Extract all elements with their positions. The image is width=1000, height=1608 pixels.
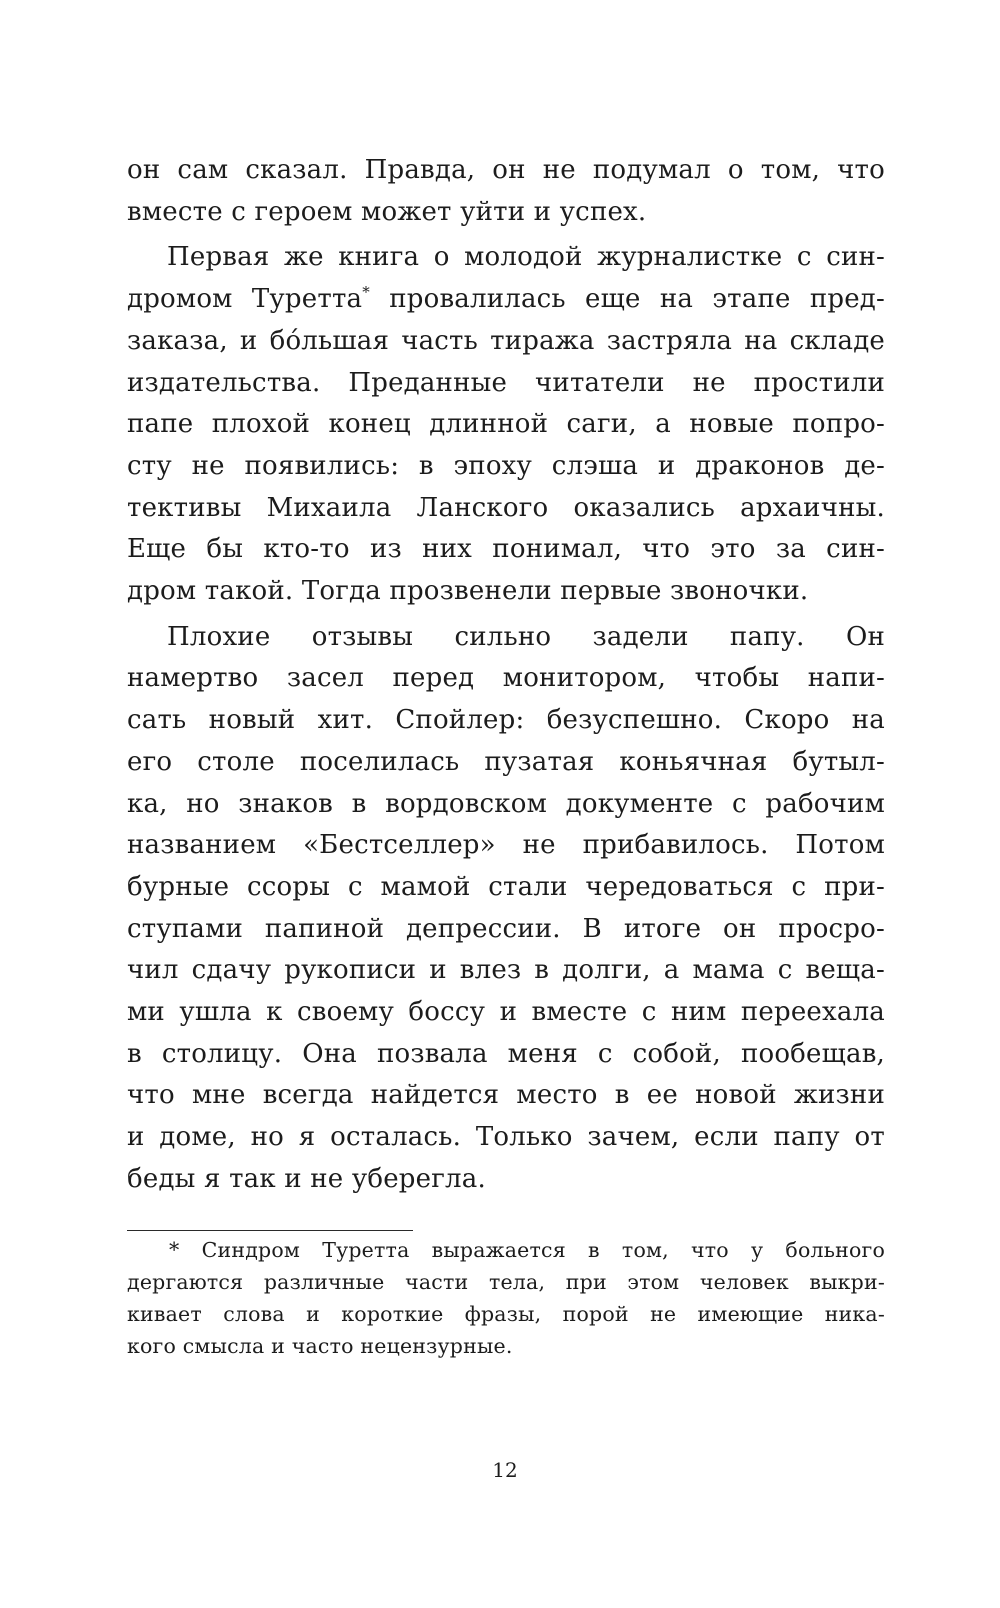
text-line: Плохие отзывы сильно задели папу. Он	[167, 621, 885, 652]
text-line: бурные ссоры с мамой стали чередоваться с при-	[127, 871, 885, 902]
footnote	[127, 1234, 885, 1362]
footnote-marker: *	[362, 283, 370, 302]
paragraph-3	[127, 617, 885, 1201]
text-line: в столицу. Она позвала меня с собой, пообещав,	[127, 1038, 885, 1069]
footnote-line: кого смысла и часто нецензурные.	[127, 1334, 513, 1358]
text-line: тективы Михаила Ланского оказались архаичны.	[127, 492, 885, 523]
text-line: сту не появились: в эпоху слэша и драконов де-	[127, 450, 885, 481]
text-line: он сам сказал. Правда, он не подумал о том, что	[127, 155, 885, 185]
text-line: ми ушла к своему боссу и вместе с ним переехала	[127, 997, 885, 1028]
text-line: чил сдачу рукописи и влез в долги, а мама с веща-	[127, 955, 885, 986]
main-text	[127, 150, 885, 1201]
footnote-line: кивает слова и короткие фразы, порой не имеющие ника-	[127, 1302, 885, 1326]
text-line: ступами папиной депрессии. В итоге он просро-	[127, 913, 885, 944]
text-line: и доме, но я осталась. Только зачем, если папу от	[127, 1122, 885, 1153]
text-line: ка, но знаков в вордовском документе с рабочим	[127, 788, 885, 819]
text-line: Первая же книга о молодой журналистке с син-	[167, 242, 885, 273]
text-line: заказа, и бо́льшая часть тиража застряла на складе	[127, 325, 885, 356]
footnote-line: дергаются различные части тела, при этом человек выкри-	[127, 1270, 885, 1294]
text-line: папе плохой конец длинной саги, а новые попро-	[127, 409, 885, 440]
text-line: вместе с героем может уйти и успех.	[127, 196, 647, 227]
footnote-line: * Синдром Туретта выражается в том, что у больного	[169, 1238, 885, 1262]
text-line: его столе поселилась пузатая коньячная бутыл-	[127, 746, 885, 777]
page-number: 12	[492, 1458, 518, 1482]
text-line: названием «Бестселлер» не прибавилось. Потом	[127, 830, 885, 861]
text-line: издательства. Преданные читатели не простили	[127, 367, 885, 398]
footnote-divider	[127, 1230, 413, 1231]
text-line: сать новый хит. Спойлер: безуспешно. Скоро на	[127, 705, 885, 736]
text-fragment: провалилась еще на этапе пред-	[389, 284, 885, 315]
text-line: намертво засел перед монитором, чтобы напи-	[127, 663, 885, 694]
paragraph-1	[127, 150, 885, 233]
text-line: Еще бы кто-то из них понимал, что это за син-	[127, 534, 885, 565]
text-line: беды я так и не уберегла.	[127, 1163, 486, 1194]
paragraph-2	[127, 237, 885, 612]
text-line: что мне всегда найдется место в ее новой жизни	[127, 1080, 885, 1111]
text-fragment: дромом Туретта	[127, 284, 363, 315]
text-line: дром такой. Тогда прозвенели первые звоночки.	[127, 576, 809, 607]
text-line-with-footnote	[127, 279, 885, 321]
